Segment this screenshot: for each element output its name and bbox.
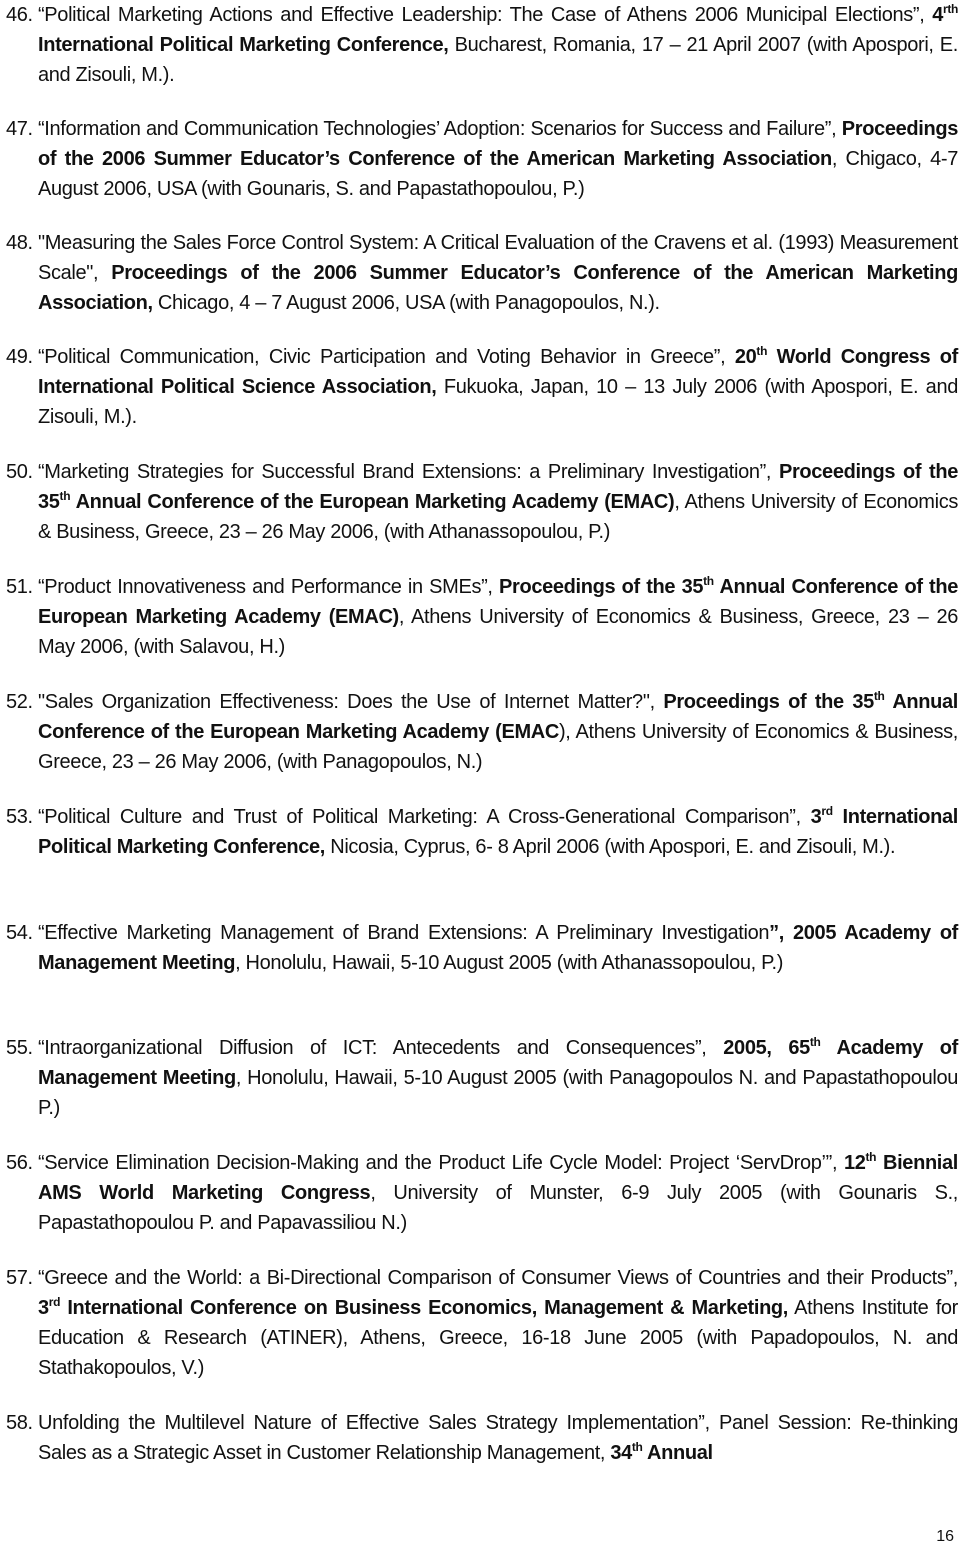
publication-entry [6, 228, 958, 318]
entry-number: 50. [6, 461, 33, 483]
page-number: 16 [936, 1528, 954, 1545]
venue-text: 2005, 65 [723, 1037, 810, 1059]
citation-text: Unfolding the Multilevel Nature of Effective Sales Strategy Implementation”, Panel Session: Re-thinking Sales as a Strategic Asset in Customer Relationship Management, [38, 1412, 958, 1464]
ordinal-suffix: th [631, 1440, 643, 1454]
entry-text [38, 228, 958, 318]
citation-text: “Political Marketing Actions and Effective Leadership: The Case of Athens 2006 Municipal Elections”, [38, 4, 933, 26]
entry-text [38, 1148, 958, 1238]
entry-text [38, 1408, 958, 1468]
venue-text: Annual Conference of the European Marketing Academy (EMAC [38, 691, 959, 743]
citation-text: “Marketing Strategies for Successful Brand Extensions: a Preliminary Investigation”, [38, 461, 779, 483]
publication-entry [6, 802, 958, 862]
citation-text: , University of Munster, 6-9 July 2005 (with Gounaris S., Papastathopoulou P. and Papavassiliou N.) [38, 1182, 958, 1234]
citation-text: Chicago, 4 – 7 August 2006, USA (with Panagopoulos, N.). [152, 292, 660, 314]
publication-entry [6, 1148, 958, 1238]
citation-text: Bucharest, Romania, 17 – 21 April 2007 (with Apospori, E. and Zisouli, M.). [38, 34, 958, 86]
citation-text: “Information and Communication Technologies’ Adoption: Scenarios for Success and Failure”, [38, 118, 842, 140]
ordinal-suffix: th [873, 689, 885, 703]
ordinal-suffix: th [756, 344, 768, 358]
entry-number: 53. [6, 806, 33, 828]
citation-text: “Intraorganizational Diffusion of ICT: Antecedents and Consequences”, [38, 1037, 724, 1059]
entry-number: 49. [6, 346, 33, 368]
entry-number: 58. [6, 1412, 33, 1434]
entry-text [38, 918, 958, 978]
entry-number: 52. [6, 691, 33, 713]
entry-text [38, 1263, 958, 1383]
entry-text [38, 1033, 958, 1123]
venue-text: 3 [38, 1297, 49, 1319]
entry-number: 55. [6, 1037, 33, 1059]
citation-text: , Athens University of Economics & Business, Greece, 23 – 26 May 2006, (with Athanassopoulou, P.) [38, 491, 959, 543]
entry-number: 56. [6, 1152, 33, 1174]
citation-text: “Political Culture and Trust of Political Marketing: A Cross-Generational Comparison”, [38, 806, 811, 828]
venue-text: Proceedings of the 2006 Summer Educator’s Conference of the American Marketing Association [38, 118, 958, 170]
publication-entry [6, 114, 958, 204]
entry-text [38, 802, 958, 862]
citation-text: “Service Elimination Decision-Making and the Product Life Cycle Model: Project ‘ServDrop’”, [38, 1152, 844, 1174]
citation-text: Athens Institute for Education & Research (ATINER), Athens, Greece, 16-18 June 2005 (with Papadopoulos, N. and Stathakopoulos, V.) [38, 1297, 958, 1379]
publication-entry [6, 0, 958, 90]
venue-text: Proceedings of the 35 [499, 576, 704, 598]
venue-text: Annual [642, 1442, 713, 1464]
venue-text: Annual Conference of the European Marketing Academy (EMAC) [70, 491, 675, 513]
entry-text [38, 114, 958, 204]
citation-text: “Greece and the World: a Bi-Directional Comparison of Consumer Views of Countries and their Products”, [38, 1267, 958, 1289]
venue-text: 3 [810, 806, 822, 828]
venue-text: 34 [610, 1442, 632, 1464]
venue-text: Academy of Management Meeting [38, 1037, 958, 1089]
entry-number: 48. [6, 232, 33, 254]
venue-text: Annual Conference of the European Marketing Academy (EMAC) [38, 576, 958, 628]
entry-text [38, 572, 958, 662]
venue-text: Proceedings of the 35 [38, 461, 958, 513]
ordinal-suffix: th [703, 574, 714, 588]
citation-text: Nicosia, Cyprus, 6- 8 April 2006 (with Apospori, E. and Zisouli, M.). [325, 836, 896, 858]
publication-entry [6, 572, 958, 662]
publication-entry [6, 687, 958, 777]
publication-entry [6, 918, 958, 978]
citation-text: "Sales Organization Effectiveness: Does the Use of Internet Matter?", [38, 691, 664, 713]
entry-number: 47. [6, 118, 33, 140]
ordinal-suffix: th [59, 489, 71, 503]
venue-text: ”, 2005 Academy of Management Meeting [38, 922, 958, 974]
entry-number: 57. [6, 1267, 33, 1289]
publication-entry [6, 1408, 958, 1468]
venue-text: 12 [843, 1152, 866, 1174]
venue-text: 4 [932, 4, 944, 26]
entry-number: 46. [6, 4, 33, 26]
venue-text: 20 [734, 346, 757, 368]
venue-text: International Political Marketing Conference, [38, 34, 449, 56]
publication-entry [6, 342, 958, 432]
entry-number: 54. [6, 922, 33, 944]
entry-number: 51. [6, 576, 33, 598]
entry-text [38, 0, 958, 90]
citation-text: "Measuring the Sales Force Control System: A Critical Evaluation of the Cravens et al. (1993) Measurement Scale", [38, 232, 958, 284]
citation-text: , Athens University of Economics & Business, Greece, 23 – 26 May 2006, (with Salavou, H.) [38, 606, 958, 658]
citation-text: , Chigaco, 4-7 August 2006, USA (with Gounaris, S. and Papastathopoulou, P.) [38, 148, 958, 200]
venue-text: Proceedings of the 2006 Summer Educator’s Conference of the American Marketing Association, [38, 262, 958, 314]
publication-entry [6, 457, 958, 547]
entry-text [38, 457, 958, 547]
publication-entry [6, 1263, 958, 1383]
entry-text [38, 687, 958, 777]
venue-text: Biennial AMS World Marketing Congress [38, 1152, 958, 1204]
ordinal-suffix: rd [48, 1295, 61, 1309]
ordinal-suffix: rd [821, 804, 833, 818]
citation-text: , Honolulu, Hawaii, 5-10 August 2005 (with Panagopoulos N. and Papastathopoulou P.) [38, 1067, 958, 1119]
venue-text: World Congress of International Political Science Association, [38, 346, 958, 398]
citation-text: Fukuoka, Japan, 10 – 13 July 2006 (with Apospori, E. and Zisouli, M.). [38, 376, 958, 428]
venue-text: International Political Marketing Conference, [38, 806, 958, 858]
citation-text: “Product Innovativeness and Performance in SMEs”, [38, 576, 500, 598]
ordinal-suffix: rth [943, 2, 958, 16]
citation-text: “Effective Marketing Management of Brand Extensions: A Preliminary Investigation [38, 922, 770, 944]
venue-text: Proceedings of the 35 [663, 691, 874, 713]
citation-text: , Honolulu, Hawaii, 5-10 August 2005 (with Athanassopoulou, P.) [235, 952, 784, 974]
citation-text: ), Athens University of Economics & Business, Greece, 23 – 26 May 2006, (with Panagopoulos, N.) [38, 721, 958, 773]
venue-text: International Conference on Business Economics, Management & Marketing, [60, 1297, 789, 1319]
ordinal-suffix: th [865, 1150, 877, 1164]
publication-entry [6, 1033, 958, 1123]
entry-text [38, 342, 958, 432]
citation-text: “Political Communication, Civic Participation and Voting Behavior in Greece”, [38, 346, 735, 368]
ordinal-suffix: th [809, 1035, 821, 1049]
